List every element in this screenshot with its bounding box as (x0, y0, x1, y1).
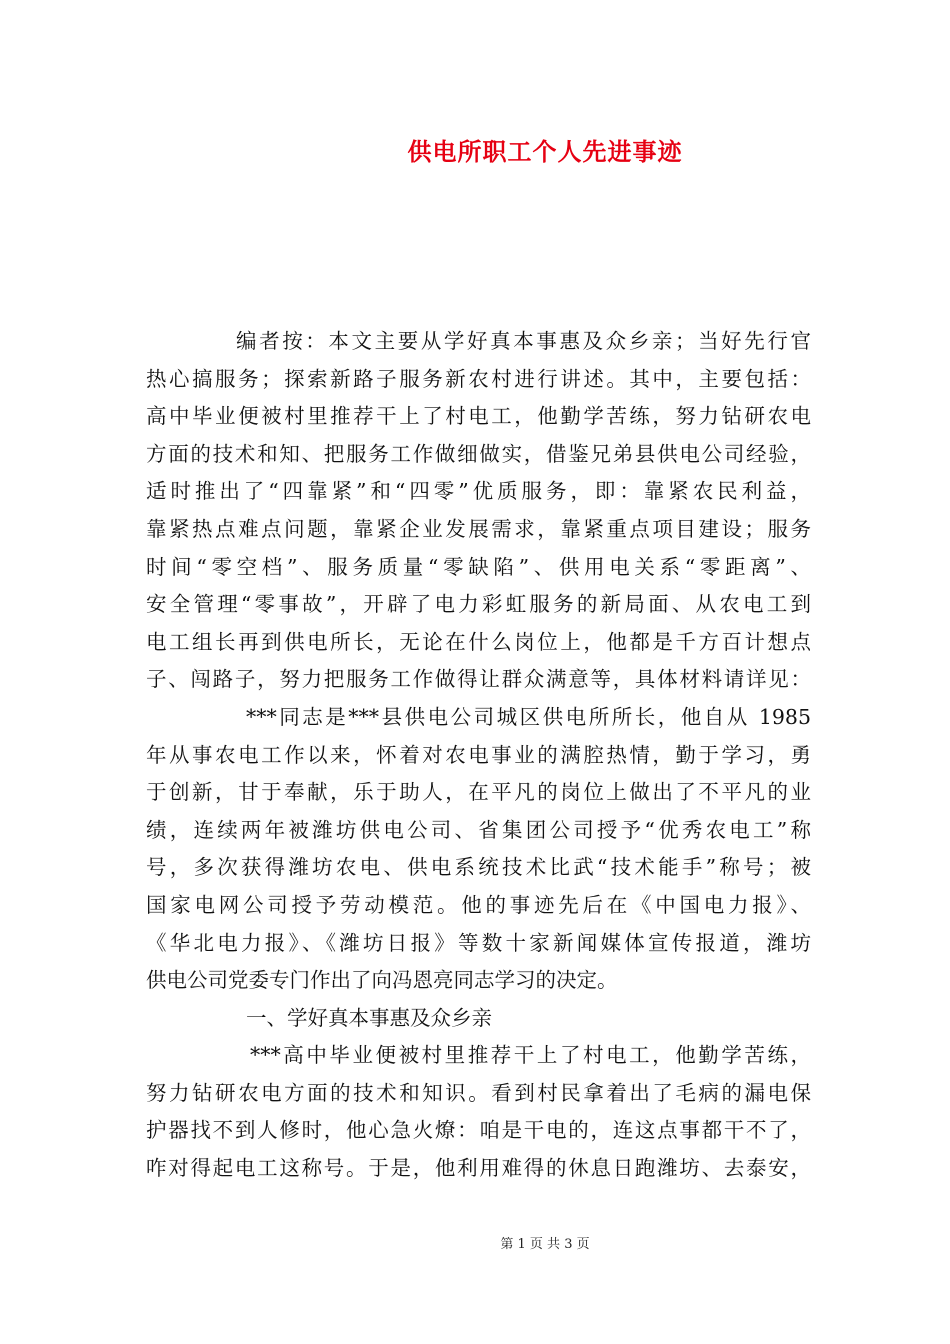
paragraph-line: 时间“零空档”、服务质量“零缺陷”、供用电关系“零距离”、 (146, 554, 811, 579)
section-heading: 一、学好真本事惠及众乡亲 (246, 1005, 492, 1030)
paragraph-line: 子、闯路子，努力把服务工作做得让群众满意等，具体材料请详见： (146, 667, 811, 692)
paragraph-line: 电工组长再到供电所长，无论在什么岗位上，他都是千方百计想点 (146, 629, 811, 654)
paragraph-line: 高中毕业便被村里推荐干上了村电工，他勤学苦练，努力钻研农电 (146, 404, 811, 429)
document-body (146, 323, 811, 1188)
paragraph-line: 适时推出了“四靠紧”和“四零”优质服务，即：靠紧农民利益， (146, 479, 811, 504)
page-number: 第 1 页 共 3 页 (500, 1237, 590, 1252)
paragraph-line: 年从事农电工作以来，怀着对农电事业的满腔热情，勤于学习，勇 (146, 742, 811, 767)
paragraph-line: 《华北电力报》、《潍坊日报》等数十家新闻媒体宣传报道，潍坊 (146, 930, 811, 955)
paragraph-line: 靠紧热点难点问题，靠紧企业发展需求，靠紧重点项目建设；服务 (146, 516, 811, 541)
document-title: 供电所职工个人先进事迹 (407, 137, 683, 166)
paragraph-line: 咋对得起电工这称号。于是，他利用难得的休息日跑潍坊、去泰安， (146, 1156, 811, 1181)
paragraph-line: 于创新，甘于奉献，乐于助人，在平凡的岗位上做出了不平凡的业 (146, 780, 811, 805)
paragraph-line: ***同志是***县供电公司城区供电所所长，他自从 1985 (246, 704, 811, 729)
paragraph-line: 国家电网公司授予劳动模范。他的事迹先后在《中国电力报》、 (146, 892, 811, 917)
paragraph-line: ***高中毕业便被村里推荐干上了村电工，他勤学苦练， (250, 1043, 811, 1068)
paragraph-line: 方面的技术和知、把服务工作做细做实，借鉴兄弟县供电公司经验， (146, 441, 811, 466)
paragraph-line: 绩，连续两年被潍坊供电公司、省集团公司授予“优秀农电工”称 (146, 817, 811, 842)
paragraph-line: 护器找不到人修时，他心急火燎：咱是干电的，连这点事都干不了， (146, 1118, 811, 1143)
paragraph-line: 供电公司党委专门作出了向冯恩亮同志学习的决定。 (146, 968, 618, 993)
paragraph-line: 努力钻研农电方面的技术和知识。看到村民拿着出了毛病的漏电保 (146, 1080, 811, 1105)
paragraph-line: 热心搞服务；探索新路子服务新农村进行讲述。其中，主要包括： (146, 366, 811, 391)
paragraph-line: 编者按：本文主要从学好真本事惠及众乡亲；当好先行官 (236, 329, 811, 353)
paragraph-line: 号，多次获得潍坊农电、供电系统技术比武“技术能手”称号；被 (146, 855, 811, 880)
paragraph-line: 安全管理“零事故”，开辟了电力彩虹服务的新局面、从农电工到 (146, 592, 811, 617)
